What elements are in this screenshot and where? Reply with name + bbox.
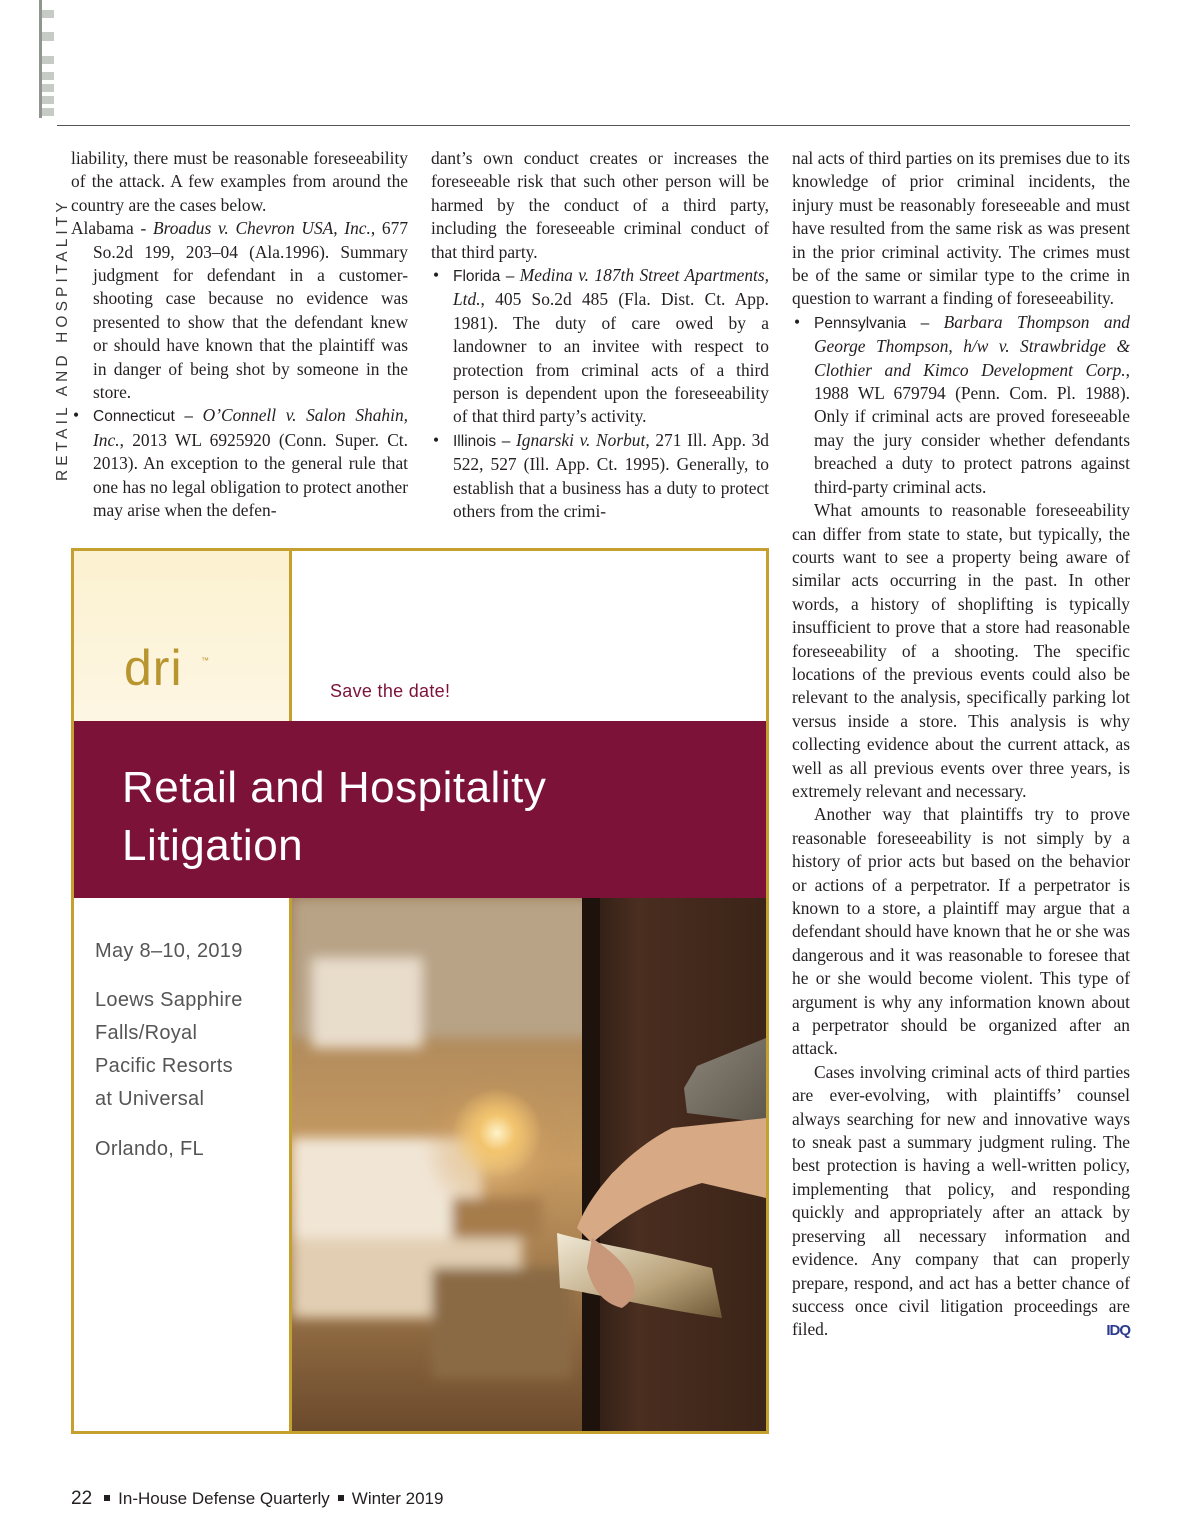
paragraph: nal acts of third parties on its premises due to its knowledge of prior criminal incidents, the injury must be reasonably foreseeable and must have resulted from the same risk as was present in the prior criminal activity. The crimes must be of the same or similar type to the crime in question to warrant a finding of foreseeability.	[792, 148, 1130, 309]
case-entry-florida	[431, 264, 769, 429]
event-advertisement[interactable]	[71, 548, 769, 1434]
section-label: RETAIL AND HOSPITALITY	[54, 198, 71, 481]
case-name: O’Connell v. Salon Shahin, Inc.	[93, 405, 408, 450]
case-entry-pennsylvania	[792, 311, 1130, 499]
section-tab-marker	[39, 0, 57, 130]
event-title-band	[74, 721, 766, 898]
page-number: 22	[71, 1488, 93, 1509]
article-column-2	[431, 147, 769, 524]
event-venue	[95, 984, 243, 1116]
case-state: Connecticut –	[93, 408, 203, 426]
publication-name: In-House Defense Quarterly	[118, 1489, 330, 1508]
hotel-door-photo	[292, 898, 766, 1431]
case-name: Broadus v. Chevron USA, Inc.	[152, 218, 371, 239]
case-text: , 2013 WL 6925920 (Conn. Super. Ct. 2013). An exception to the general rule that one has no legal obligation to protect another may arise when the defen-	[93, 429, 408, 521]
save-the-date-text: Save the date!	[330, 681, 451, 701]
paragraph: What amounts to reasonable foreseeability can differ from state to state, but typically, the courts want to see a property being aware of similar acts occurring in the past. In other words, a history of shoplifting is typically insufficient to prove that a store had reasonable foreseeability of a shooting. The specific locations of the previous events could also be relevant to the analysis, specifically parking lot versus inside a store. This analysis is why collecting evidence about the current attack, as well as all previous events over three years, is extremely relevant and necessary.	[792, 500, 1130, 801]
case-name: Ignarski v. Norbut	[515, 429, 646, 450]
event-title-line: Retail and Hospitality	[122, 763, 547, 812]
venue-line: Loews Sapphire	[95, 989, 243, 1011]
venue-line: at Universal	[95, 1088, 205, 1110]
dri-logo: dri	[124, 640, 183, 696]
logo-panel	[74, 551, 292, 721]
paragraph: Another way that plaintiffs try to prove reasonable foreseeability is not simply by a history of prior acts but based on the behavior or actions of a perpetrator. If a perpetrator is known to a store, a plaintiff may argue that a defendant should have known that he or she was dangerous and it was reasonable to foresee that he or she would become violent. This type of argument is why any information known about a perpetrator should be organized after an attack.	[792, 804, 1130, 1059]
event-title-line: Litigation	[122, 821, 304, 870]
event-title	[122, 759, 722, 875]
venue-line: Pacific Resorts	[95, 1055, 233, 1077]
case-state: Florida –	[453, 268, 520, 286]
case-text: , 271 Ill. App. 3d 522, 527 (Ill. App. Ct. 1995). Generally, to establish that a business has a duty to protect others from the crimi-	[453, 429, 770, 522]
case-state: Pennsylvania –	[814, 314, 944, 332]
case-entry-connecticut	[71, 404, 408, 522]
separator-square	[338, 1495, 344, 1501]
venue-line: Falls/Royal	[95, 1022, 198, 1044]
paragraph	[792, 1061, 1130, 1342]
page-footer	[71, 1488, 443, 1510]
paragraph: liability, there must be reasonable foreseeability of the attack. A few examples from around the country are the cases below.	[71, 148, 408, 215]
issue-date: Winter 2019	[351, 1489, 444, 1508]
separator-square	[104, 1495, 110, 1501]
case-text: , 405 So.2d 485 (Fla. Dist. Ct. App. 1981). The duty of care owed by a landowner to an invitee with respect to protection from criminal acts of a third person is dependent upon the foreseeability of that third party’s activity.	[453, 289, 769, 427]
paragraph: dant’s own conduct creates or increases the foreseeable risk that such other person will be harmed by the conduct of a third party, including the foreseeable criminal conduct of that third party.	[431, 148, 769, 262]
case-entry-alabama	[71, 217, 408, 404]
case-state: Illinois –	[453, 432, 516, 450]
article-column-3	[792, 147, 1130, 1343]
article-column-1	[71, 147, 408, 523]
event-date: May 8–10, 2019	[95, 940, 243, 962]
case-name: Medina v. 187th Street Apartments, Ltd.	[453, 265, 769, 310]
case-text: , 1988 WL 679794 (Penn. Com. Pl. 1988). Only if criminal acts are proved foreseeable may the jury consider whether defendants breached a duty to protect patrons against third-party criminal acts.	[814, 359, 1130, 497]
trademark-symbol: ™	[201, 656, 209, 665]
event-info-panel	[74, 898, 292, 1431]
case-text: , 677 So.2d 199, 203–04 (Ala.1996). Summary judgment for defendant in a customer-shooting case because no evidence was presented to show that the defendant knew or should have known that the plaintiff was in danger of being shot by someone in the store.	[93, 218, 409, 403]
case-entry-illinois	[431, 429, 769, 524]
paragraph-text: Cases involving criminal acts of third parties are ever-evolving, with plaintiffs’ counsel always searching for new and innovative ways to sneak past a summary judgment ruling. The best protection is having a well-written policy, implementing that policy, and responding quickly and appropriately after an attack by preserving all necessary information and evidence. Any company that can properly prepare, respond, and act has a better chance of success once civil litigation proceedings are filed.	[792, 1061, 1130, 1340]
end-of-article-mark: IDQ	[1106, 1322, 1130, 1340]
case-state: Alabama -	[71, 218, 153, 239]
header-rule	[57, 125, 1130, 126]
event-location: Orlando, FL	[95, 1138, 204, 1160]
case-name: Barbara Thompson and George Thompson, h/w v. Strawbridge & Clothier and Kimco Development Corp.	[814, 311, 1131, 380]
